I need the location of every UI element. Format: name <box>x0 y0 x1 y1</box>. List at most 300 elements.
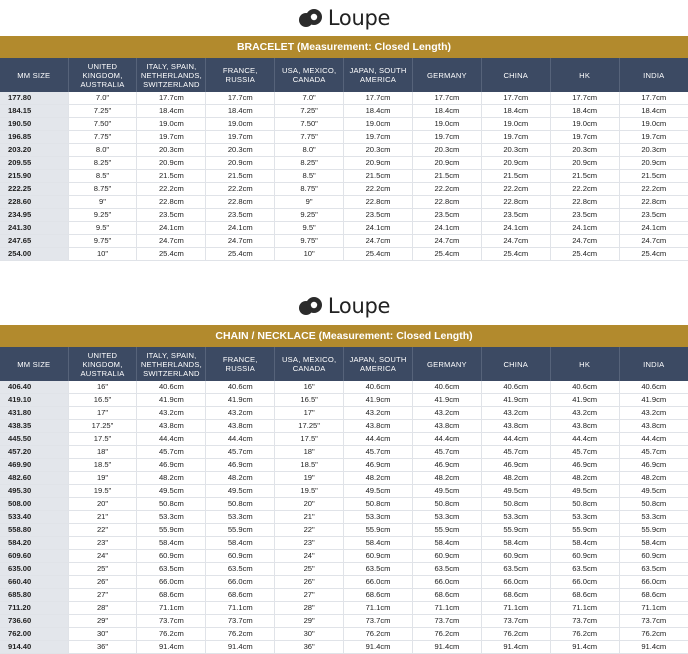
size-cell: 49.5cm <box>481 485 550 498</box>
size-cell: 8.75" <box>275 183 344 196</box>
mm-size-cell: 469.90 <box>0 459 68 472</box>
table-row <box>0 459 688 472</box>
size-cell: 50.8cm <box>206 498 275 511</box>
size-cell: 17.25" <box>275 420 344 433</box>
size-cell: 20.3cm <box>206 144 275 157</box>
size-cell: 20.3cm <box>137 144 206 157</box>
size-cell: 73.7cm <box>412 615 481 628</box>
table-row <box>0 407 688 420</box>
size-cell: 71.1cm <box>412 602 481 615</box>
column-header: ITALY, SPAIN, NETHERLANDS, SWITZERLAND <box>137 347 206 381</box>
size-cell: 63.5cm <box>344 563 413 576</box>
size-cell: 20.9cm <box>137 157 206 170</box>
mm-size-cell: 635.00 <box>0 563 68 576</box>
size-cell: 53.3cm <box>206 511 275 524</box>
size-cell: 40.6cm <box>550 381 619 394</box>
size-cell: 24.7cm <box>619 235 688 248</box>
size-cell: 44.4cm <box>206 433 275 446</box>
size-cell: 63.5cm <box>412 563 481 576</box>
mm-size-cell: 584.20 <box>0 537 68 550</box>
size-cell: 9.25" <box>275 209 344 222</box>
table-row <box>0 209 688 222</box>
size-cell: 41.9cm <box>619 394 688 407</box>
size-cell: 43.8cm <box>481 420 550 433</box>
size-cell: 9.25" <box>68 209 137 222</box>
size-cell: 24.7cm <box>137 235 206 248</box>
size-cell: 91.4cm <box>550 641 619 654</box>
size-cell: 50.8cm <box>137 498 206 511</box>
size-cell: 7.50" <box>68 118 137 131</box>
size-cell: 8.5" <box>275 170 344 183</box>
size-cell: 20.9cm <box>412 157 481 170</box>
size-cell: 76.2cm <box>619 628 688 641</box>
brand-name: Loupe <box>327 6 391 30</box>
table-row <box>0 615 688 628</box>
size-cell: 76.2cm <box>550 628 619 641</box>
size-cell: 16.5" <box>275 394 344 407</box>
mm-size-cell: 184.15 <box>0 105 68 118</box>
size-cell: 20.9cm <box>344 157 413 170</box>
size-cell: 71.1cm <box>481 602 550 615</box>
size-cell: 24.1cm <box>206 222 275 235</box>
size-cell: 25.4cm <box>344 248 413 261</box>
column-header: GERMANY <box>412 58 481 92</box>
brand-logo <box>0 287 688 325</box>
size-cell: 18.4cm <box>137 105 206 118</box>
size-cell: 22.8cm <box>412 196 481 209</box>
size-cell: 21.5cm <box>619 170 688 183</box>
column-header: MM SIZE <box>0 58 68 92</box>
size-cell: 19.0cm <box>206 118 275 131</box>
size-cell: 19.5" <box>68 485 137 498</box>
size-cell: 19.0cm <box>137 118 206 131</box>
size-cell: 17" <box>68 407 137 420</box>
size-cell: 21.5cm <box>137 170 206 183</box>
size-cell: 25.4cm <box>481 248 550 261</box>
size-cell: 63.5cm <box>550 563 619 576</box>
size-cell: 23.5cm <box>619 209 688 222</box>
size-cell: 53.3cm <box>619 511 688 524</box>
size-cell: 44.4cm <box>481 433 550 446</box>
size-cell: 45.7cm <box>137 446 206 459</box>
size-cell: 24.7cm <box>412 235 481 248</box>
size-cell: 66.0cm <box>412 576 481 589</box>
size-cell: 25" <box>275 563 344 576</box>
size-cell: 63.5cm <box>137 563 206 576</box>
size-cell: 19" <box>275 472 344 485</box>
size-cell: 66.0cm <box>137 576 206 589</box>
size-cell: 53.3cm <box>550 511 619 524</box>
column-header: USA, MEXICO, CANADA <box>275 347 344 381</box>
mm-size-cell: 736.60 <box>0 615 68 628</box>
size-cell: 23.5cm <box>137 209 206 222</box>
size-cell: 58.4cm <box>550 537 619 550</box>
size-cell: 19.0cm <box>481 118 550 131</box>
size-cell: 44.4cm <box>137 433 206 446</box>
size-cell: 63.5cm <box>206 563 275 576</box>
size-cell: 66.0cm <box>481 576 550 589</box>
size-cell: 9.75" <box>68 235 137 248</box>
size-cell: 23.5cm <box>206 209 275 222</box>
table-row <box>0 498 688 511</box>
chain-size-table <box>0 347 688 654</box>
mm-size-cell: 508.00 <box>0 498 68 511</box>
size-cell: 27" <box>275 589 344 602</box>
brand-name: Loupe <box>327 294 391 318</box>
mm-size-cell: 209.55 <box>0 157 68 170</box>
size-cell: 58.4cm <box>137 537 206 550</box>
size-cell: 43.8cm <box>344 420 413 433</box>
size-cell: 17.7cm <box>344 92 413 105</box>
size-cell: 91.4cm <box>206 641 275 654</box>
size-cell: 24.1cm <box>412 222 481 235</box>
size-cell: 66.0cm <box>550 576 619 589</box>
size-cell: 18" <box>275 446 344 459</box>
size-cell: 22.2cm <box>619 183 688 196</box>
size-cell: 19.5" <box>275 485 344 498</box>
size-cell: 19.7cm <box>550 131 619 144</box>
column-header: CHINA <box>481 58 550 92</box>
size-cell: 20.3cm <box>412 144 481 157</box>
mm-size-cell: 495.30 <box>0 485 68 498</box>
size-cell: 66.0cm <box>619 576 688 589</box>
brand-logo <box>0 0 688 36</box>
column-header: MM SIZE <box>0 347 68 381</box>
size-cell: 9" <box>68 196 137 209</box>
size-cell: 28" <box>275 602 344 615</box>
size-cell: 48.2cm <box>344 472 413 485</box>
table-row <box>0 628 688 641</box>
size-cell: 43.8cm <box>206 420 275 433</box>
mm-size-cell: 685.80 <box>0 589 68 602</box>
mm-size-cell: 241.30 <box>0 222 68 235</box>
size-cell: 91.4cm <box>481 641 550 654</box>
size-cell: 60.9cm <box>481 550 550 563</box>
size-cell: 24.1cm <box>619 222 688 235</box>
size-cell: 24.7cm <box>550 235 619 248</box>
size-cell: 40.6cm <box>412 381 481 394</box>
column-header: ITALY, SPAIN, NETHERLANDS, SWITZERLAND <box>137 58 206 92</box>
size-cell: 40.6cm <box>137 381 206 394</box>
size-cell: 20.9cm <box>550 157 619 170</box>
size-cell: 23" <box>275 537 344 550</box>
table-row <box>0 433 688 446</box>
column-header: FRANCE, RUSSIA <box>206 347 275 381</box>
size-cell: 71.1cm <box>550 602 619 615</box>
table-row <box>0 381 688 394</box>
size-cell: 43.8cm <box>137 420 206 433</box>
size-cell: 19.7cm <box>137 131 206 144</box>
table-row <box>0 394 688 407</box>
size-cell: 45.7cm <box>344 446 413 459</box>
size-cell: 45.7cm <box>206 446 275 459</box>
size-cell: 10" <box>275 248 344 261</box>
size-cell: 8.75" <box>68 183 137 196</box>
size-cell: 36" <box>275 641 344 654</box>
size-cell: 44.4cm <box>550 433 619 446</box>
size-cell: 45.7cm <box>619 446 688 459</box>
size-cell: 23" <box>68 537 137 550</box>
table-row <box>0 235 688 248</box>
size-cell: 17.7cm <box>481 92 550 105</box>
mm-size-cell: 203.20 <box>0 144 68 157</box>
size-cell: 68.6cm <box>619 589 688 602</box>
loupe-logo-icon <box>298 295 324 317</box>
bracelet-size-table <box>0 58 688 261</box>
size-cell: 23.5cm <box>344 209 413 222</box>
size-cell: 22.8cm <box>619 196 688 209</box>
size-cell: 17.7cm <box>412 92 481 105</box>
size-cell: 19.7cm <box>344 131 413 144</box>
mm-size-cell: 438.35 <box>0 420 68 433</box>
size-cell: 43.8cm <box>550 420 619 433</box>
table-row <box>0 446 688 459</box>
size-cell: 76.2cm <box>137 628 206 641</box>
size-cell: 46.9cm <box>550 459 619 472</box>
mm-size-cell: 196.85 <box>0 131 68 144</box>
mm-size-cell: 254.00 <box>0 248 68 261</box>
size-cell: 43.2cm <box>412 407 481 420</box>
mm-size-cell: 177.80 <box>0 92 68 105</box>
size-cell: 17.25" <box>68 420 137 433</box>
size-cell: 63.5cm <box>481 563 550 576</box>
column-header: JAPAN, SOUTH AMERICA <box>344 347 413 381</box>
size-cell: 55.9cm <box>550 524 619 537</box>
size-cell: 73.7cm <box>550 615 619 628</box>
size-cell: 68.6cm <box>206 589 275 602</box>
size-cell: 22.8cm <box>344 196 413 209</box>
size-cell: 18.4cm <box>619 105 688 118</box>
size-cell: 7.25" <box>275 105 344 118</box>
size-cell: 41.9cm <box>412 394 481 407</box>
chain-rows <box>0 381 688 654</box>
size-cell: 73.7cm <box>137 615 206 628</box>
size-cell: 49.5cm <box>206 485 275 498</box>
size-cell: 22.2cm <box>344 183 413 196</box>
size-cell: 26" <box>68 576 137 589</box>
mm-size-cell: 228.60 <box>0 196 68 209</box>
size-cell: 46.9cm <box>206 459 275 472</box>
size-cell: 71.1cm <box>206 602 275 615</box>
size-cell: 8.5" <box>68 170 137 183</box>
size-cell: 25.4cm <box>550 248 619 261</box>
loupe-logo-icon <box>298 7 324 29</box>
size-cell: 8.0" <box>68 144 137 157</box>
column-header: CHINA <box>481 347 550 381</box>
size-cell: 18.4cm <box>344 105 413 118</box>
size-cell: 43.8cm <box>619 420 688 433</box>
size-cell: 20.3cm <box>619 144 688 157</box>
size-cell: 8.25" <box>275 157 344 170</box>
size-cell: 40.6cm <box>619 381 688 394</box>
table-row <box>0 196 688 209</box>
size-cell: 25" <box>68 563 137 576</box>
size-cell: 20.9cm <box>206 157 275 170</box>
size-cell: 41.9cm <box>344 394 413 407</box>
mm-size-cell: 222.25 <box>0 183 68 196</box>
size-cell: 40.6cm <box>344 381 413 394</box>
size-cell: 53.3cm <box>412 511 481 524</box>
size-cell: 23.5cm <box>481 209 550 222</box>
column-header: USA, MEXICO, CANADA <box>275 58 344 92</box>
mm-size-cell: 558.80 <box>0 524 68 537</box>
size-cell: 53.3cm <box>344 511 413 524</box>
table-row <box>0 511 688 524</box>
size-cell: 23.5cm <box>412 209 481 222</box>
mm-size-cell: 234.95 <box>0 209 68 222</box>
size-cell: 19.7cm <box>619 131 688 144</box>
size-cell: 18.4cm <box>481 105 550 118</box>
mm-size-cell: 406.40 <box>0 381 68 394</box>
size-cell: 7.0" <box>275 92 344 105</box>
size-cell: 91.4cm <box>137 641 206 654</box>
table-row <box>0 105 688 118</box>
size-cell: 25.4cm <box>137 248 206 261</box>
chain-section <box>0 287 688 654</box>
size-cell: 22.2cm <box>137 183 206 196</box>
bracelet-title: BRACELET (Measurement: Closed Length) <box>0 36 688 58</box>
column-header: GERMANY <box>412 347 481 381</box>
column-header: FRANCE, RUSSIA <box>206 58 275 92</box>
size-cell: 22.8cm <box>137 196 206 209</box>
size-cell: 9.5" <box>275 222 344 235</box>
size-cell: 7.50" <box>275 118 344 131</box>
table-row <box>0 602 688 615</box>
size-cell: 8.0" <box>275 144 344 157</box>
size-cell: 24" <box>68 550 137 563</box>
table-row <box>0 641 688 654</box>
size-cell: 25.4cm <box>619 248 688 261</box>
size-cell: 49.5cm <box>137 485 206 498</box>
mm-size-cell: 609.60 <box>0 550 68 563</box>
size-cell: 30" <box>68 628 137 641</box>
size-cell: 71.1cm <box>619 602 688 615</box>
size-cell: 17.7cm <box>137 92 206 105</box>
mm-size-cell: 431.80 <box>0 407 68 420</box>
size-cell: 7.75" <box>68 131 137 144</box>
size-cell: 19.0cm <box>412 118 481 131</box>
size-cell: 17" <box>275 407 344 420</box>
size-cell: 76.2cm <box>481 628 550 641</box>
size-cell: 91.4cm <box>412 641 481 654</box>
size-cell: 24.7cm <box>481 235 550 248</box>
size-cell: 73.7cm <box>206 615 275 628</box>
size-cell: 48.2cm <box>619 472 688 485</box>
size-cell: 48.2cm <box>137 472 206 485</box>
size-cell: 40.6cm <box>206 381 275 394</box>
size-cell: 60.9cm <box>412 550 481 563</box>
table-row <box>0 524 688 537</box>
table-row <box>0 118 688 131</box>
column-header: HK <box>550 347 619 381</box>
size-cell: 10" <box>68 248 137 261</box>
size-cell: 49.5cm <box>619 485 688 498</box>
size-cell: 36" <box>68 641 137 654</box>
size-cell: 50.8cm <box>344 498 413 511</box>
size-cell: 22.2cm <box>550 183 619 196</box>
size-cell: 20" <box>68 498 137 511</box>
size-cell: 71.1cm <box>344 602 413 615</box>
size-cell: 50.8cm <box>412 498 481 511</box>
size-cell: 18.5" <box>275 459 344 472</box>
size-cell: 20.9cm <box>481 157 550 170</box>
size-cell: 7.0" <box>68 92 137 105</box>
size-cell: 41.9cm <box>550 394 619 407</box>
size-cell: 60.9cm <box>619 550 688 563</box>
size-cell: 73.7cm <box>481 615 550 628</box>
size-cell: 53.3cm <box>137 511 206 524</box>
column-header: INDIA <box>619 58 688 92</box>
size-cell: 55.9cm <box>481 524 550 537</box>
mm-size-cell: 914.40 <box>0 641 68 654</box>
size-cell: 17.5" <box>68 433 137 446</box>
size-cell: 24.7cm <box>344 235 413 248</box>
size-cell: 60.9cm <box>550 550 619 563</box>
size-cell: 76.2cm <box>344 628 413 641</box>
size-cell: 9" <box>275 196 344 209</box>
size-cell: 18.4cm <box>550 105 619 118</box>
size-cell: 46.9cm <box>344 459 413 472</box>
size-cell: 46.9cm <box>619 459 688 472</box>
size-cell: 24.7cm <box>206 235 275 248</box>
size-cell: 45.7cm <box>412 446 481 459</box>
mm-size-cell: 445.50 <box>0 433 68 446</box>
size-cell: 21.5cm <box>412 170 481 183</box>
size-cell: 24.1cm <box>137 222 206 235</box>
size-cell: 22" <box>275 524 344 537</box>
size-cell: 25.4cm <box>206 248 275 261</box>
column-header: HK <box>550 58 619 92</box>
size-cell: 27" <box>68 589 137 602</box>
table-row <box>0 550 688 563</box>
bracelet-header-row <box>0 58 688 92</box>
size-cell: 60.9cm <box>206 550 275 563</box>
size-cell: 55.9cm <box>344 524 413 537</box>
size-cell: 21.5cm <box>481 170 550 183</box>
size-cell: 20" <box>275 498 344 511</box>
size-cell: 73.7cm <box>344 615 413 628</box>
size-cell: 49.5cm <box>412 485 481 498</box>
table-row <box>0 472 688 485</box>
size-cell: 41.9cm <box>481 394 550 407</box>
size-cell: 17.7cm <box>619 92 688 105</box>
size-cell: 17.7cm <box>206 92 275 105</box>
size-cell: 40.6cm <box>481 381 550 394</box>
size-cell: 16" <box>275 381 344 394</box>
size-cell: 50.8cm <box>481 498 550 511</box>
size-cell: 50.8cm <box>550 498 619 511</box>
size-cell: 7.75" <box>275 131 344 144</box>
size-cell: 48.2cm <box>550 472 619 485</box>
size-cell: 45.7cm <box>481 446 550 459</box>
size-cell: 18.4cm <box>206 105 275 118</box>
size-cell: 44.4cm <box>412 433 481 446</box>
size-cell: 20.3cm <box>550 144 619 157</box>
mm-size-cell: 419.10 <box>0 394 68 407</box>
size-cell: 58.4cm <box>619 537 688 550</box>
size-cell: 91.4cm <box>619 641 688 654</box>
size-cell: 55.9cm <box>412 524 481 537</box>
mm-size-cell: 762.00 <box>0 628 68 641</box>
size-cell: 21.5cm <box>344 170 413 183</box>
size-cell: 48.2cm <box>481 472 550 485</box>
size-cell: 21" <box>68 511 137 524</box>
size-cell: 7.25" <box>68 105 137 118</box>
size-cell: 49.5cm <box>550 485 619 498</box>
size-cell: 55.9cm <box>619 524 688 537</box>
size-cell: 43.2cm <box>550 407 619 420</box>
size-cell: 20.3cm <box>481 144 550 157</box>
